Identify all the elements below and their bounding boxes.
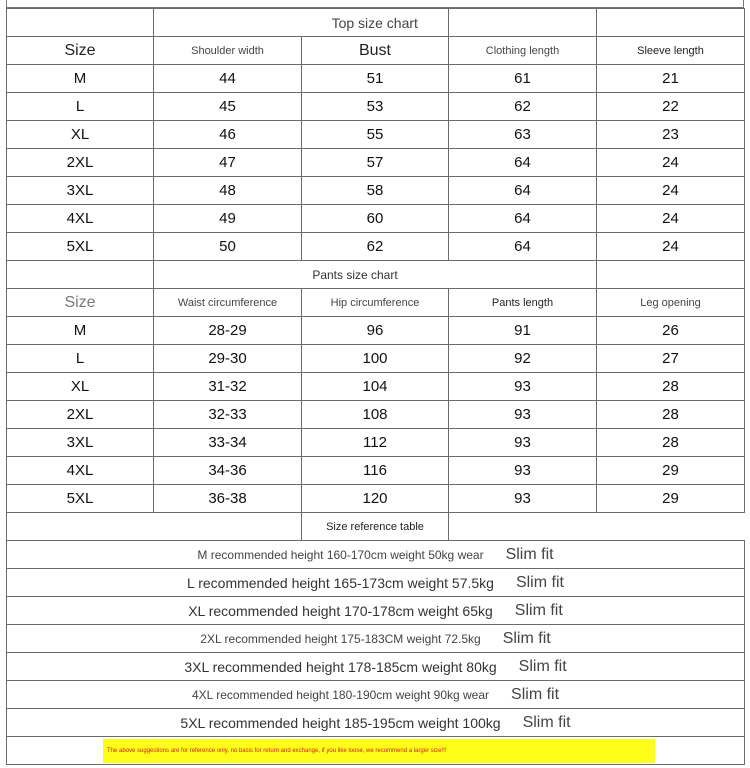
value-cell: 93 bbox=[449, 373, 597, 401]
top-edge-border bbox=[6, 0, 744, 8]
value-cell: 61 bbox=[449, 65, 597, 93]
value-cell: 27 bbox=[597, 345, 745, 373]
pants-header-waist: Waist circumference bbox=[154, 289, 302, 317]
blank-cell bbox=[7, 9, 154, 37]
blank-cell bbox=[7, 513, 302, 541]
value-cell: 93 bbox=[449, 401, 597, 429]
value-cell: 62 bbox=[449, 93, 597, 121]
blank-cell bbox=[154, 9, 302, 37]
size-cell: 4XL bbox=[7, 457, 154, 485]
reference-text: 3XL recommended height 178-185cm weight 80kg bbox=[184, 658, 497, 675]
value-cell: 33-34 bbox=[154, 429, 302, 457]
list-item bbox=[7, 653, 745, 681]
value-cell: 28 bbox=[597, 429, 745, 457]
fit-label: Slim fit bbox=[514, 601, 563, 619]
size-cell: 3XL bbox=[7, 177, 154, 205]
value-cell: 57 bbox=[302, 149, 449, 177]
top-header-row bbox=[7, 37, 745, 65]
list-item bbox=[7, 569, 745, 597]
value-cell: 58 bbox=[302, 177, 449, 205]
value-cell: 28 bbox=[597, 373, 745, 401]
top-header-sleeve-length: Sleeve length bbox=[597, 37, 745, 65]
value-cell: 28 bbox=[597, 401, 745, 429]
value-cell: 63 bbox=[449, 121, 597, 149]
reference-line bbox=[7, 681, 744, 708]
size-cell: 2XL bbox=[7, 149, 154, 177]
reference-line bbox=[7, 597, 744, 624]
fit-label: Slim fit bbox=[515, 573, 564, 591]
note-cell bbox=[7, 737, 745, 765]
value-cell: 64 bbox=[449, 177, 597, 205]
size-cell: M bbox=[7, 317, 154, 345]
reference-row-cell bbox=[7, 709, 745, 737]
reference-text: 4XL recommended height 180-190cm weight 90kg wear bbox=[191, 687, 490, 702]
value-cell: 34-36 bbox=[154, 457, 302, 485]
value-cell: 44 bbox=[154, 65, 302, 93]
value-cell: 48 bbox=[154, 177, 302, 205]
size-chart-table bbox=[6, 8, 745, 765]
value-cell: 45 bbox=[154, 93, 302, 121]
table-row bbox=[7, 121, 745, 149]
value-cell: 93 bbox=[449, 485, 597, 513]
reference-text: M recommended height 160-170cm weight 50kg wear bbox=[197, 547, 484, 562]
value-cell: 22 bbox=[597, 93, 745, 121]
list-item bbox=[7, 681, 745, 709]
value-cell: 29-30 bbox=[154, 345, 302, 373]
table-row bbox=[7, 429, 745, 457]
value-cell: 47 bbox=[154, 149, 302, 177]
pants-header-length: Pants length bbox=[449, 289, 597, 317]
size-cell: 2XL bbox=[7, 401, 154, 429]
top-title-row bbox=[7, 9, 745, 37]
value-cell: 49 bbox=[154, 205, 302, 233]
value-cell: 46 bbox=[154, 121, 302, 149]
reference-row-cell bbox=[7, 653, 745, 681]
size-cell: 3XL bbox=[7, 429, 154, 457]
table-row bbox=[7, 65, 745, 93]
value-cell: 104 bbox=[302, 373, 449, 401]
list-item bbox=[7, 541, 745, 569]
value-cell: 51 bbox=[302, 65, 449, 93]
fit-label: Slim fit bbox=[522, 713, 571, 731]
reference-text: L recommended height 165-173cm weight 57.5kg bbox=[187, 574, 494, 591]
value-cell: 24 bbox=[597, 205, 745, 233]
reference-line bbox=[7, 625, 744, 652]
table-row bbox=[7, 317, 745, 345]
reference-row-cell bbox=[7, 681, 745, 709]
reference-row-cell bbox=[7, 569, 745, 597]
list-item bbox=[7, 625, 745, 653]
table-row bbox=[7, 205, 745, 233]
reference-row-cell bbox=[7, 597, 745, 625]
value-cell: 28-29 bbox=[154, 317, 302, 345]
fit-label: Slim fit bbox=[518, 657, 567, 675]
reference-row-cell bbox=[7, 541, 745, 569]
size-cell: XL bbox=[7, 121, 154, 149]
value-cell: 112 bbox=[302, 429, 449, 457]
value-cell: 93 bbox=[449, 429, 597, 457]
reference-text: XL recommended height 170-178cm weight 65kg bbox=[188, 602, 493, 619]
top-header-clothing-length: Clothing length bbox=[449, 37, 597, 65]
reference-text: 2XL recommended height 175-183CM weight 72.5kg bbox=[200, 631, 481, 646]
size-cell: M bbox=[7, 65, 154, 93]
table-row bbox=[7, 233, 745, 261]
value-cell: 53 bbox=[302, 93, 449, 121]
table-row bbox=[7, 373, 745, 401]
blank-cell bbox=[449, 513, 745, 541]
table-row bbox=[7, 457, 745, 485]
list-item bbox=[7, 597, 745, 625]
fit-label: Slim fit bbox=[505, 545, 554, 563]
value-cell: 92 bbox=[449, 345, 597, 373]
value-cell: 29 bbox=[597, 457, 745, 485]
reference-text: 5XL recommended height 185-195cm weight 100kg bbox=[180, 714, 501, 731]
note-text: The above suggestions are for reference only, no basis for return and exchange, if you like loose, we recommend a larger size!!! bbox=[107, 748, 447, 754]
blank-cell bbox=[449, 9, 597, 37]
reference-line bbox=[7, 569, 744, 596]
value-cell: 50 bbox=[154, 233, 302, 261]
reference-row-cell bbox=[7, 625, 745, 653]
value-cell: 60 bbox=[302, 205, 449, 233]
top-header-size: Size bbox=[7, 37, 154, 65]
value-cell: 26 bbox=[597, 317, 745, 345]
value-cell: 120 bbox=[302, 485, 449, 513]
size-cell: 5XL bbox=[7, 233, 154, 261]
table-row bbox=[7, 345, 745, 373]
value-cell: 21 bbox=[597, 65, 745, 93]
value-cell: 64 bbox=[449, 233, 597, 261]
value-cell: 29 bbox=[597, 485, 745, 513]
value-cell: 91 bbox=[449, 317, 597, 345]
pants-header-hip: Hip circumference bbox=[302, 289, 449, 317]
value-cell: 24 bbox=[597, 177, 745, 205]
fit-label: Slim fit bbox=[502, 629, 551, 647]
value-cell: 64 bbox=[449, 205, 597, 233]
value-cell: 36-38 bbox=[154, 485, 302, 513]
table-row bbox=[7, 401, 745, 429]
pants-title-row bbox=[7, 261, 745, 289]
value-cell: 24 bbox=[597, 149, 745, 177]
size-cell: L bbox=[7, 345, 154, 373]
value-cell: 62 bbox=[302, 233, 449, 261]
top-header-bust: Bust bbox=[302, 37, 449, 65]
list-item bbox=[7, 709, 745, 737]
blank-cell bbox=[597, 9, 745, 37]
note-row bbox=[7, 737, 745, 765]
pants-header-leg-opening: Leg opening bbox=[597, 289, 745, 317]
value-cell: 55 bbox=[302, 121, 449, 149]
size-cell: XL bbox=[7, 373, 154, 401]
reference-line bbox=[7, 653, 744, 680]
pants-size-chart-title: Pants size chart bbox=[154, 261, 597, 289]
size-cell: 4XL bbox=[7, 205, 154, 233]
note-highlight bbox=[103, 739, 655, 763]
reference-line bbox=[7, 709, 744, 736]
value-cell: 64 bbox=[449, 149, 597, 177]
value-cell: 96 bbox=[302, 317, 449, 345]
value-cell: 116 bbox=[302, 457, 449, 485]
value-cell: 31-32 bbox=[154, 373, 302, 401]
table-row bbox=[7, 485, 745, 513]
value-cell: 108 bbox=[302, 401, 449, 429]
size-cell: 5XL bbox=[7, 485, 154, 513]
size-reference-title: Size reference table bbox=[302, 513, 449, 541]
blank-cell bbox=[7, 261, 154, 289]
size-cell: L bbox=[7, 93, 154, 121]
table-row bbox=[7, 177, 745, 205]
pants-header-size: Size bbox=[7, 289, 154, 317]
value-cell: 23 bbox=[597, 121, 745, 149]
value-cell: 24 bbox=[597, 233, 745, 261]
top-size-chart-title: Top size chart bbox=[302, 9, 449, 37]
reference-line bbox=[7, 541, 744, 568]
value-cell: 100 bbox=[302, 345, 449, 373]
table-row bbox=[7, 93, 745, 121]
top-header-shoulder: Shoulder width bbox=[154, 37, 302, 65]
value-cell: 32-33 bbox=[154, 401, 302, 429]
reference-title-row bbox=[7, 513, 745, 541]
pants-header-row bbox=[7, 289, 745, 317]
value-cell: 93 bbox=[449, 457, 597, 485]
blank-cell bbox=[597, 261, 745, 289]
fit-label: Slim fit bbox=[511, 685, 560, 703]
table-row bbox=[7, 149, 745, 177]
